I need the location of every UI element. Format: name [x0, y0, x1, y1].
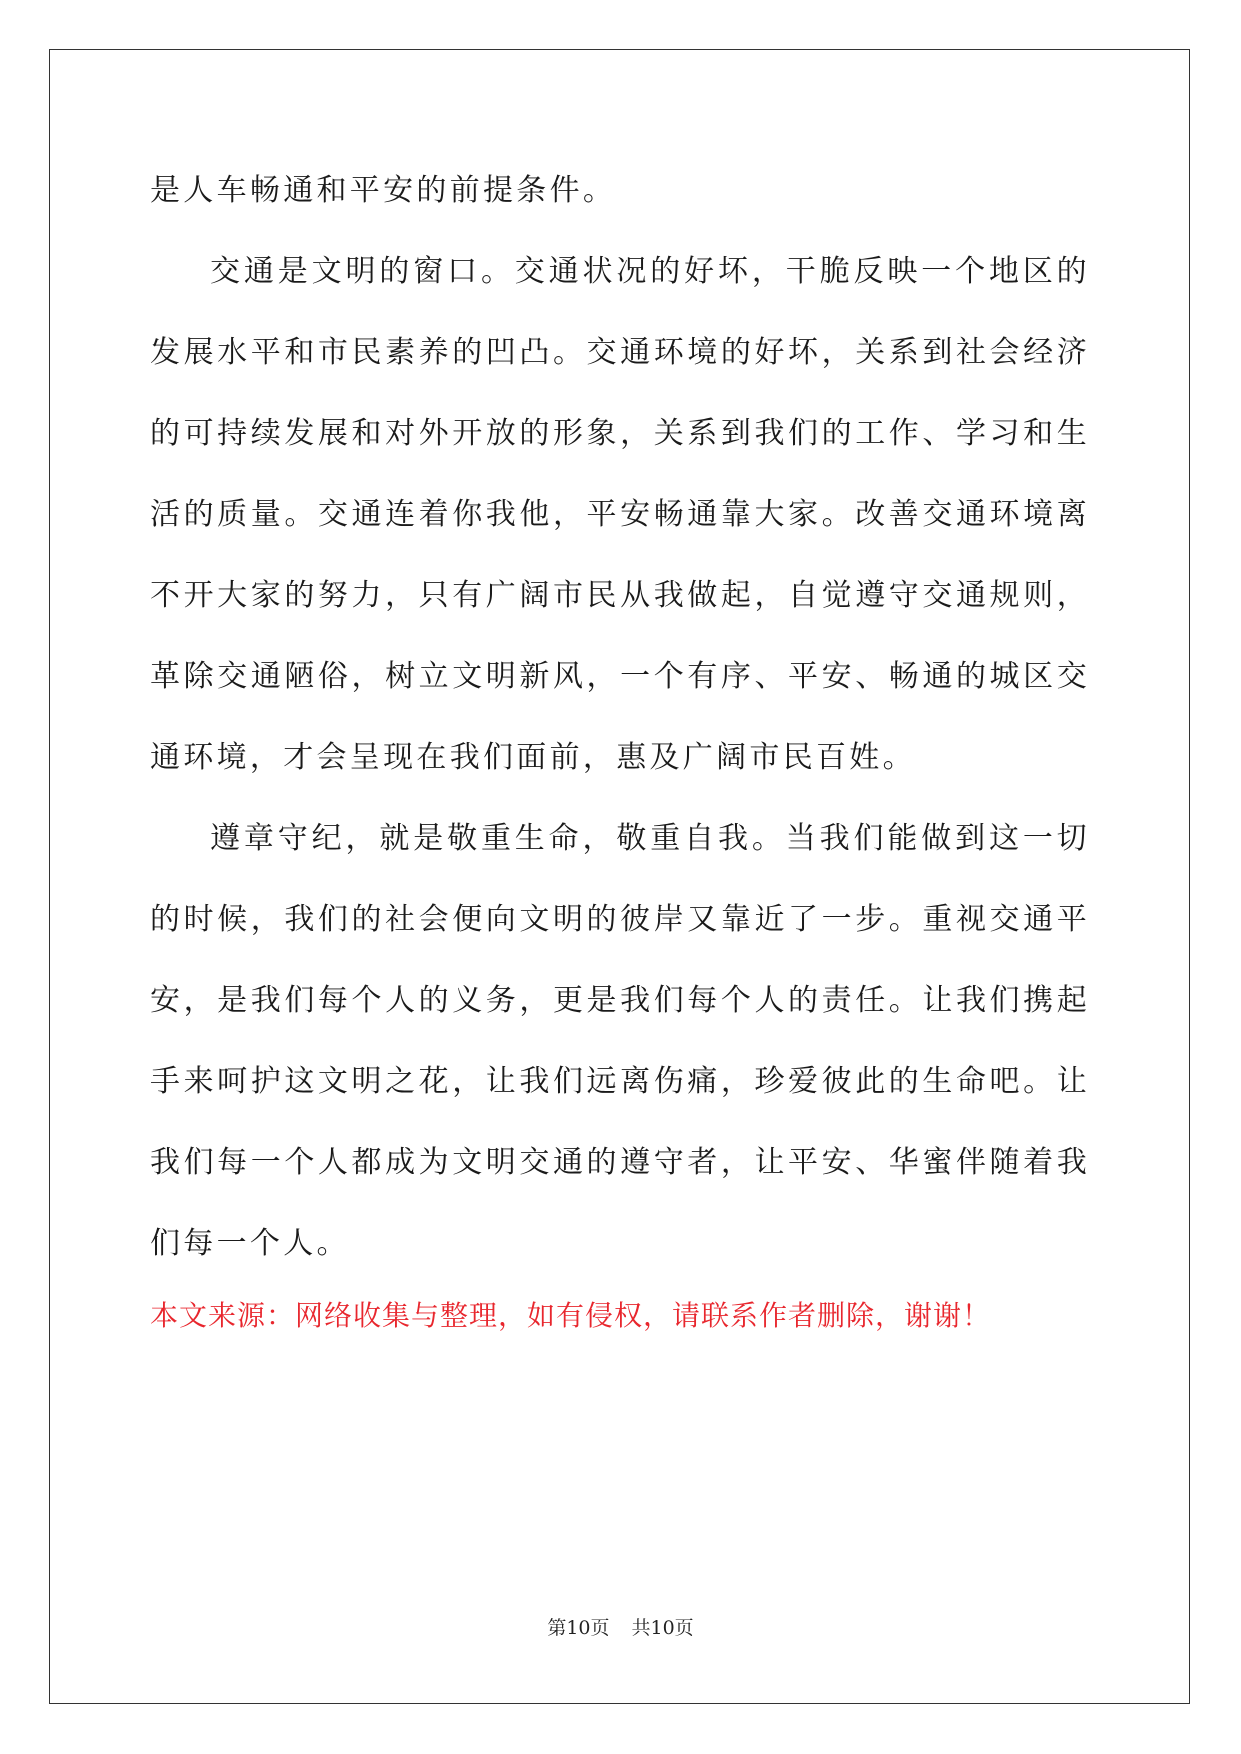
paragraph-respect-life: 遵章守纪，就是敬重生命，敬重自我。当我们能做到这一切的时候，我们的社会便向文明的彼岸又靠近了一步。重视交通平安，是我们每个人的义务，更是我们每个人的责任。让我们携起手来呵护这文明之花，让我们远离伤痛，珍爱彼此的生命吧。让我们每一个人都成为文明交通的遵守者，让平安、华蜜伴随着我们每一个人。	[150, 821, 1090, 1261]
paragraph-continuation: 是人车畅通和平安的前提条件。	[150, 173, 617, 208]
current-page-label: 第10页	[547, 1617, 610, 1639]
paragraph-traffic-civilization: 交通是文明的窗口。交通状况的好坏，干脆反映一个地区的发展水平和市民素养的凹凸。交通环境的好坏，关系到社会经济的可持续发展和对外开放的形象，关系到我们的工作、学习和生活的质量。交通连着你我他，平安畅通靠大家。改善交通环境离不开大家的努力，只有广阔市民从我做起，自觉遵守交通规则，革除交通陋俗，树立文明新风，一个有序、平安、畅通的城区交通环境，才会呈现在我们面前，惠及广阔市民百姓。	[150, 254, 1090, 775]
document-body	[150, 150, 1090, 1284]
source-note: 本文来源：网络收集与整理，如有侵权，请联系作者删除，谢谢！	[150, 1299, 992, 1332]
page-footer	[0, 1615, 1241, 1641]
total-pages-label: 共10页	[631, 1617, 694, 1639]
